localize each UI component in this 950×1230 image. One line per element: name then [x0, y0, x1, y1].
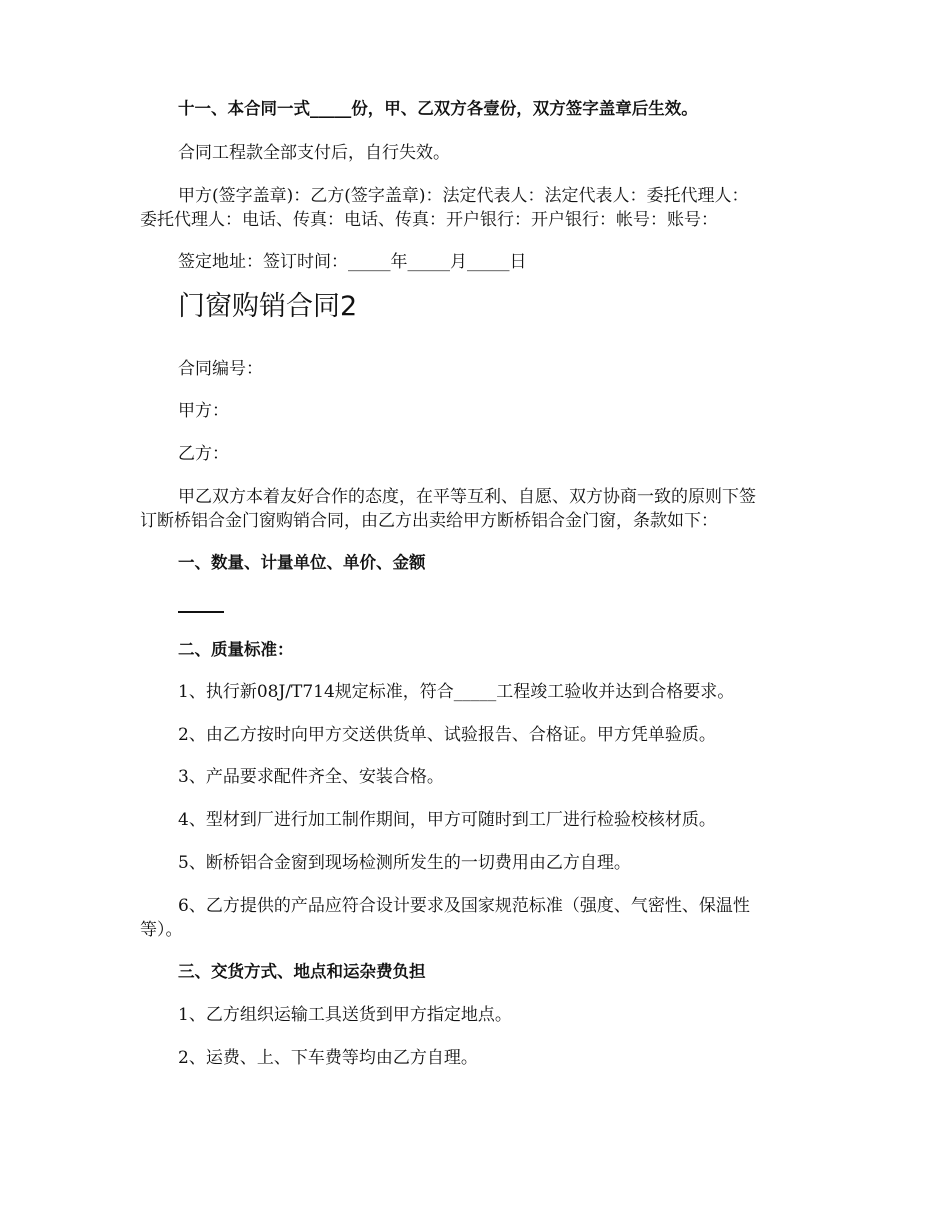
- party-b-label: 乙方：: [178, 444, 229, 464]
- section-2-heading: 二、质量标准：: [178, 640, 294, 659]
- quality-item-2: 2、由乙方按时向甲方交送供货单、试验报告、合格证。甲方凭单验质。: [178, 725, 716, 745]
- quality-item-1: 1、执行新08J/T714规定标准，符合_____工程竣工验收并达到合格要求。: [178, 682, 735, 702]
- expire-paragraph: 合同工程款全部支付后，自行失效。: [178, 143, 450, 163]
- signing-address-line: 签定地址：签订时间：_____年_____月_____日: [178, 252, 527, 272]
- section-3-heading: 三、交货方式、地点和运杂费负担: [178, 962, 426, 981]
- quality-item-4: 4、型材到厂进行加工制作期间，甲方可随时到工厂进行检验校核材质。: [178, 810, 716, 830]
- intro-paragraph-line-1: 甲乙双方本着友好合作的态度，在平等互利、自愿、双方协商一致的原则下签: [178, 487, 756, 507]
- contract-2-title: 门窗购销合同2: [178, 291, 358, 322]
- quality-item-3: 3、产品要求配件齐全、安装合格。: [178, 767, 444, 787]
- clause-11-heading: 十一、本合同一式_____份，甲、乙双方各壹份，双方签字盖章后生效。: [178, 99, 698, 118]
- intro-paragraph-line-2: 订断桥铝合金门窗购销合同，由乙方出卖给甲方断桥铝合金门窗，条款如下：: [140, 511, 718, 531]
- delivery-item-1: 1、乙方组织运输工具送货到甲方指定地点。: [178, 1005, 512, 1025]
- party-a-label: 甲方：: [178, 401, 229, 421]
- blank-underline: [178, 611, 224, 613]
- section-1-heading: 一、数量、计量单位、单价、金额: [178, 553, 426, 572]
- quality-item-5: 5、断桥铝合金窗到现场检测所发生的一切费用由乙方自理。: [178, 853, 631, 873]
- signature-line-1: 甲方(签字盖章)：乙方(签字盖章)：法定代表人：法定代表人：委托代理人：: [178, 186, 749, 206]
- quality-item-6-line-1: 6、乙方提供的产品应符合设计要求及国家规范标准（强度、气密性、保温性: [178, 896, 750, 916]
- signature-line-2: 委托代理人：电话、传真：电话、传真：开户银行：开户银行：帐号：账号：: [140, 210, 718, 230]
- delivery-item-2: 2、运费、上、下车费等均由乙方自理。: [178, 1048, 478, 1068]
- quality-item-6-line-2: 等）。: [140, 920, 183, 940]
- contract-number-label: 合同编号：: [178, 359, 263, 379]
